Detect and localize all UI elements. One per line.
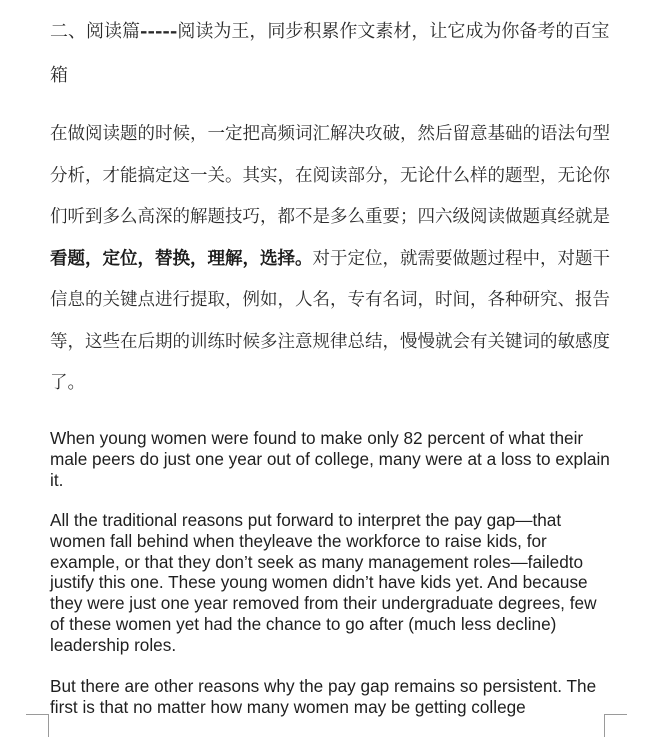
chinese-bold-steps: 看题，定位，替换，理解，选择。 [50,248,313,269]
english-paragraph-3: But there are other reasons why the pay gap remains so persistent. The first is that no matter how many women may be getting college [50,676,597,717]
english-paragraph-1: When young women were found to make only 82 percent of what their male peers do just one year out of college, many were at a loss to explain it. [50,428,610,490]
page-corner-mark-right [604,714,627,737]
heading-part1: 二、阅读篇 [50,21,140,42]
heading-dash: ----- [140,21,178,42]
section-heading [50,10,610,98]
chinese-text-after-bold: 对于定位，就需要做题过程中，对题干信息的关键点进行提取，例如，人名，专有名词，时间，各种研究、报告等，这些在后期的训练时候多注意规律总结，慢慢就会有关键词的敏感度了。 [50,248,610,393]
heading-part2: 阅读为王，同步积累作文素材，让它成为你备考的百宝箱 [50,21,610,86]
page-corner-mark-left [26,714,49,737]
english-paragraph-2: All the traditional reasons put forward to interpret the pay gap—that women fall behind when theyleave the workforce to raise kids, for example, or that they don’t seek as many management roles—failedto justify this one. These young women didn’t have kids yet. And because they were just one year removed from their undergraduate degrees, few of these women yet had the chance to go after (much less decline) leadership roles. [50,510,597,655]
chinese-text-before-bold: 在做阅读题的时候，一定把高频词汇解决攻破，然后留意基础的语法句型分析，才能搞定这一关。其实，在阅读部分，无论什么样的题型，无论你们听到多么高深的解题技巧，都不是多么重要；四六级阅读做题真经就是 [50,124,610,227]
chinese-paragraph [50,114,610,405]
